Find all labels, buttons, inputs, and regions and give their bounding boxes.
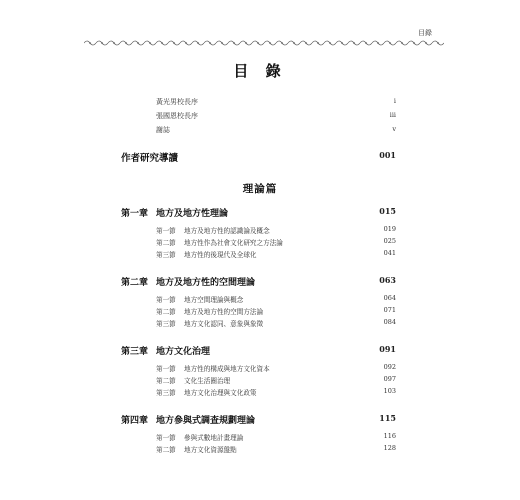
- front-matter-title: 謝誌: [156, 126, 170, 134]
- section-number: 第二節: [156, 446, 176, 454]
- chapter-entry: [121, 206, 396, 220]
- chapter-page: 063: [379, 275, 396, 285]
- section-entry: [156, 363, 396, 374]
- section-entry: [156, 294, 396, 305]
- section-page: 116: [383, 432, 396, 440]
- chapter-page: 015: [379, 206, 396, 216]
- section-title: 地方文化認同、意象與象徵: [184, 320, 264, 328]
- section-entry: [156, 444, 396, 455]
- section-title: 地方及地方性的空間方法論: [184, 308, 264, 316]
- section-number: 第一節: [156, 227, 176, 235]
- section-title: 地方性的後現代及全球化: [184, 251, 257, 259]
- part-heading: 理論篇: [242, 183, 278, 195]
- intro-entry: [121, 150, 396, 164]
- section-number: 第三節: [156, 389, 176, 397]
- section-number: 第二節: [156, 308, 176, 316]
- section-title: 地方及地方性的認識論及概念: [184, 227, 270, 235]
- chapter-title: 地方文化治理: [156, 347, 211, 357]
- section-title: 文化生活圈治理: [184, 377, 231, 385]
- section-title: 地方性的構成與地方文化資本: [184, 365, 270, 373]
- decorative-border: [84, 39, 444, 47]
- chapter-page: 115: [379, 413, 396, 423]
- intro-title: 作者研究導讀: [121, 153, 179, 164]
- chapter-entry: [121, 275, 396, 289]
- section-number: 第一節: [156, 296, 176, 304]
- front-matter-page: i: [393, 97, 396, 105]
- section-entry: [156, 237, 396, 248]
- section-page: 103: [383, 387, 396, 395]
- section-page: 041: [383, 249, 396, 257]
- page-title: 目 錄: [233, 62, 287, 80]
- section-number: 第一節: [156, 365, 176, 373]
- front-matter-item: [156, 111, 396, 123]
- front-matter-page: v: [392, 125, 396, 133]
- front-matter-page: iii: [389, 111, 396, 119]
- chapter-entry: [121, 413, 396, 427]
- chapter-number: 第一章: [121, 209, 149, 219]
- section-page: 019: [383, 225, 396, 233]
- chapter-title: 地方參與式調查規劃理論: [156, 416, 256, 426]
- section-page: 092: [383, 363, 396, 371]
- section-entry: [156, 249, 396, 260]
- section-title: 地方空間理論與概念: [184, 296, 244, 304]
- chapter-entry: [121, 344, 396, 358]
- section-entry: [156, 375, 396, 386]
- chapter-page: 091: [379, 344, 396, 354]
- section-page: 084: [383, 318, 396, 326]
- chapter-number: 第二章: [121, 278, 149, 288]
- section-entry: [156, 306, 396, 317]
- section-number: 第三節: [156, 320, 176, 328]
- chapter-number: 第三章: [121, 347, 149, 357]
- front-matter-title: 黃光男校長序: [156, 98, 198, 106]
- section-page: 128: [383, 444, 396, 452]
- section-number: 第二節: [156, 377, 176, 385]
- intro-page: 001: [379, 150, 396, 160]
- running-head: 目錄: [418, 29, 432, 37]
- front-matter-item: [156, 125, 396, 137]
- section-number: 第二節: [156, 239, 176, 247]
- section-page: 064: [383, 294, 396, 302]
- section-entry: [156, 387, 396, 398]
- section-title: 地方文化治理與文化政策: [184, 389, 257, 397]
- section-page: 071: [383, 306, 396, 314]
- section-number: 第一節: [156, 434, 176, 442]
- section-page: 097: [383, 375, 396, 383]
- section-title: 地方文化資源盤點: [184, 446, 237, 454]
- section-entry: [156, 225, 396, 236]
- front-matter-title: 張國恩校長序: [156, 112, 198, 120]
- section-page: 025: [383, 237, 396, 245]
- chapter-number: 第四章: [121, 416, 149, 426]
- section-entry: [156, 318, 396, 329]
- section-title: 地方性作為社會文化研究之方法論: [184, 239, 283, 247]
- chapter-title: 地方及地方性理論: [156, 209, 229, 219]
- front-matter-item: [156, 97, 396, 109]
- section-entry: [156, 432, 396, 443]
- chapter-title: 地方及地方性的空間理論: [156, 278, 256, 288]
- section-title: 參與式數地計畫理論: [184, 434, 244, 442]
- section-number: 第三節: [156, 251, 176, 259]
